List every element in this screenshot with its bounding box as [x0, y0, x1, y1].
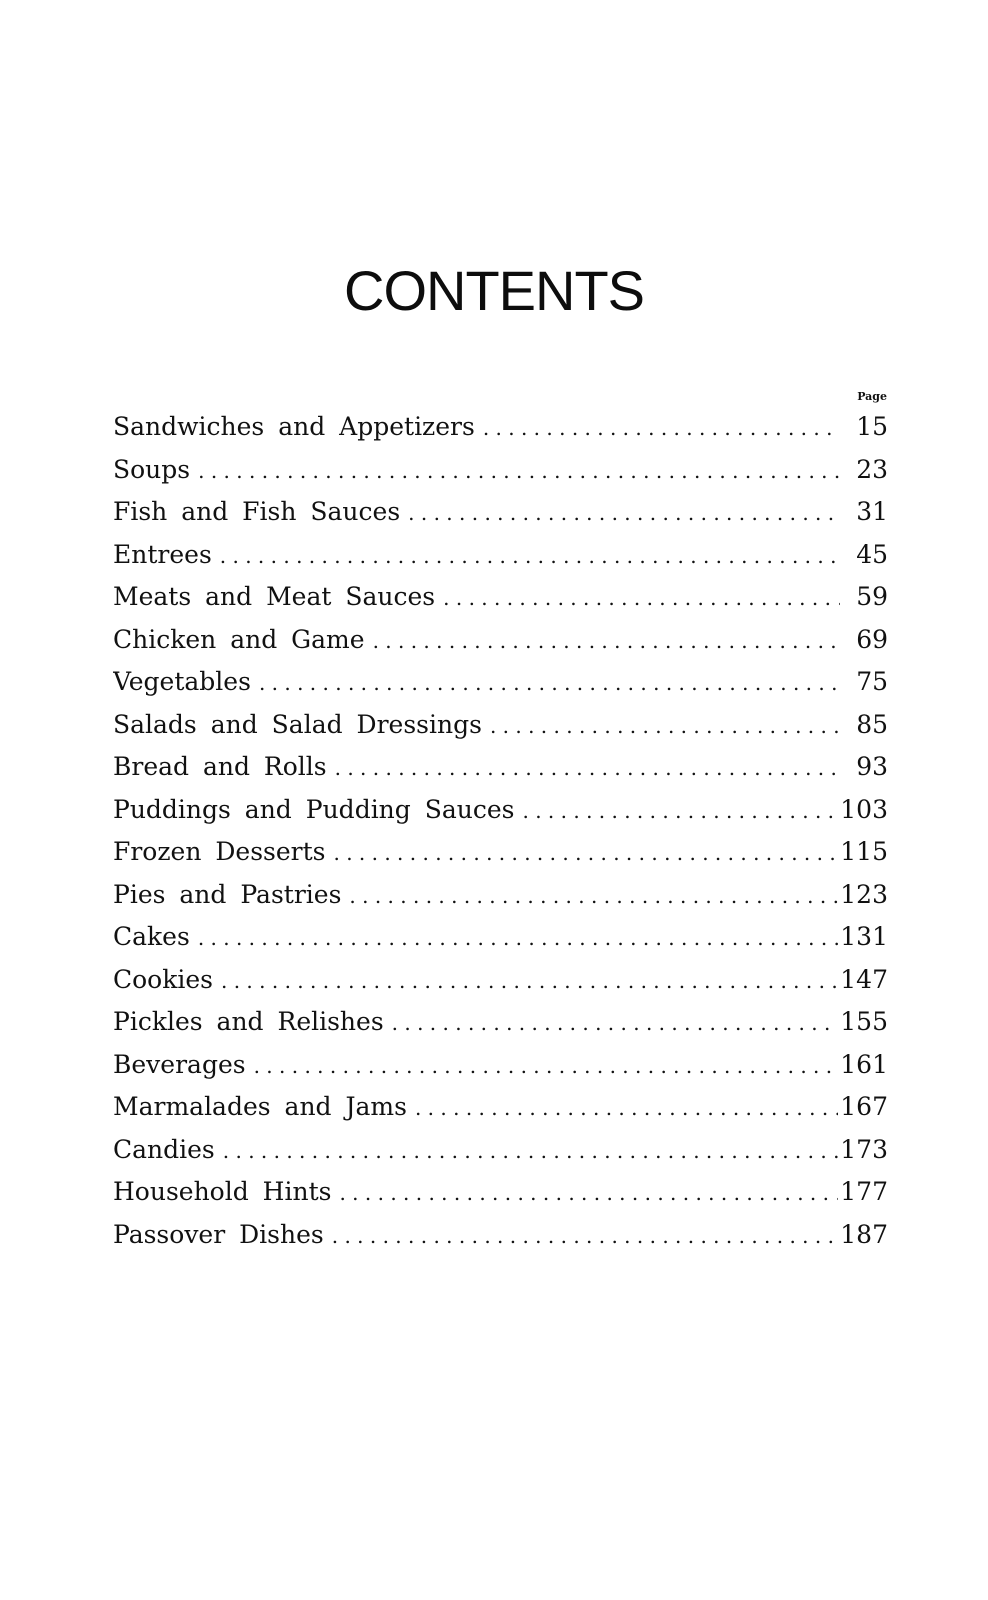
toc-entry-title: Cakes	[113, 922, 190, 951]
toc-entry	[113, 661, 888, 704]
toc-entry-page-number: 131	[840, 922, 888, 951]
dot-leader	[415, 1087, 838, 1129]
dot-leader	[198, 450, 840, 492]
toc-entry-title: Salads and Salad Dressings	[113, 709, 482, 739]
toc-entry-title: Candies	[113, 1134, 215, 1164]
dot-leader	[198, 917, 838, 959]
toc-entry	[113, 1214, 888, 1257]
dot-leader	[408, 492, 840, 534]
toc-entry-title: Passover Dishes	[113, 1219, 324, 1249]
dot-leader	[259, 662, 840, 704]
toc-entry-page-number: 161	[840, 1049, 888, 1079]
toc-entry-page-number: 85	[856, 709, 888, 739]
dot-leader	[254, 1045, 839, 1087]
toc-entry-page-number: 31	[856, 497, 888, 526]
toc-entry-page-number: 187	[840, 1219, 888, 1249]
toc-entry	[113, 916, 888, 959]
toc-entry-title: Soups	[113, 454, 191, 484]
dot-leader	[373, 620, 840, 662]
toc-entry-title: Fish and Fish Sauces	[113, 497, 401, 526]
toc-entry-title: Frozen Desserts	[113, 837, 326, 866]
toc-entry-page-number: 45	[856, 539, 888, 569]
toc-entry	[113, 1086, 888, 1129]
toc-entry	[113, 534, 888, 577]
toc-entry	[113, 1129, 888, 1172]
dot-leader	[339, 1172, 838, 1214]
toc-entry-title: Beverages	[113, 1049, 246, 1079]
toc-entry-page-number: 147	[840, 964, 888, 994]
toc-entry-page-number: 23	[856, 454, 888, 484]
table-of-contents	[113, 406, 888, 1256]
toc-entry-page-number: 155	[840, 1007, 888, 1036]
dot-leader	[349, 875, 838, 917]
dot-leader	[490, 705, 840, 747]
toc-entry-page-number: 173	[840, 1134, 888, 1164]
toc-entry	[113, 576, 888, 619]
toc-entry-page-number: 15	[856, 412, 888, 441]
toc-entry	[113, 449, 888, 492]
toc-entry	[113, 406, 888, 449]
toc-entry-title: Marmalades and Jams	[113, 1092, 407, 1121]
dot-leader	[332, 1215, 839, 1257]
dot-leader	[483, 407, 840, 449]
toc-entry	[113, 1044, 888, 1087]
dot-leader	[392, 1002, 839, 1044]
toc-entry	[113, 619, 888, 662]
toc-entry-title: Vegetables	[113, 667, 251, 696]
dot-leader	[223, 1130, 839, 1172]
toc-entry-page-number: 115	[840, 837, 888, 866]
toc-entry	[113, 491, 888, 534]
toc-entry-title: Puddings and Pudding Sauces	[113, 794, 515, 824]
toc-entry-page-number: 69	[856, 624, 888, 654]
toc-entry-page-number: 93	[856, 752, 888, 781]
toc-entry	[113, 831, 888, 874]
dot-leader	[523, 790, 839, 832]
toc-entry-title: Meats and Meat Sauces	[113, 582, 436, 611]
toc-entry-title: Household Hints	[113, 1177, 332, 1206]
toc-entry-title: Sandwiches and Appetizers	[113, 412, 475, 441]
toc-entry	[113, 874, 888, 917]
toc-entry-page-number: 167	[840, 1092, 888, 1121]
toc-entry-title: Pickles and Relishes	[113, 1007, 384, 1036]
toc-entry	[113, 746, 888, 789]
toc-entry-title: Cookies	[113, 964, 213, 994]
toc-entry-page-number: 75	[856, 667, 888, 696]
toc-entry	[113, 704, 888, 747]
toc-entry	[113, 789, 888, 832]
toc-entry	[113, 959, 888, 1002]
toc-entry-title: Bread and Rolls	[113, 752, 327, 781]
page-column-header: Page	[857, 390, 887, 403]
dot-leader	[335, 747, 840, 789]
toc-entry-title: Chicken and Game	[113, 624, 365, 654]
dot-leader	[333, 832, 838, 874]
toc-entry-page-number: 177	[840, 1177, 888, 1206]
toc-entry-page-number: 103	[840, 794, 888, 824]
dot-leader	[221, 960, 838, 1002]
toc-entry	[113, 1001, 888, 1044]
toc-entry	[113, 1171, 888, 1214]
page-title: CONTENTS	[344, 259, 644, 322]
toc-entry-page-number: 59	[856, 582, 888, 611]
toc-entry-title: Pies and Pastries	[113, 879, 342, 909]
toc-entry-title: Entrees	[113, 539, 212, 569]
toc-entry-page-number: 123	[840, 879, 888, 909]
dot-leader	[443, 577, 840, 619]
dot-leader	[220, 535, 840, 577]
